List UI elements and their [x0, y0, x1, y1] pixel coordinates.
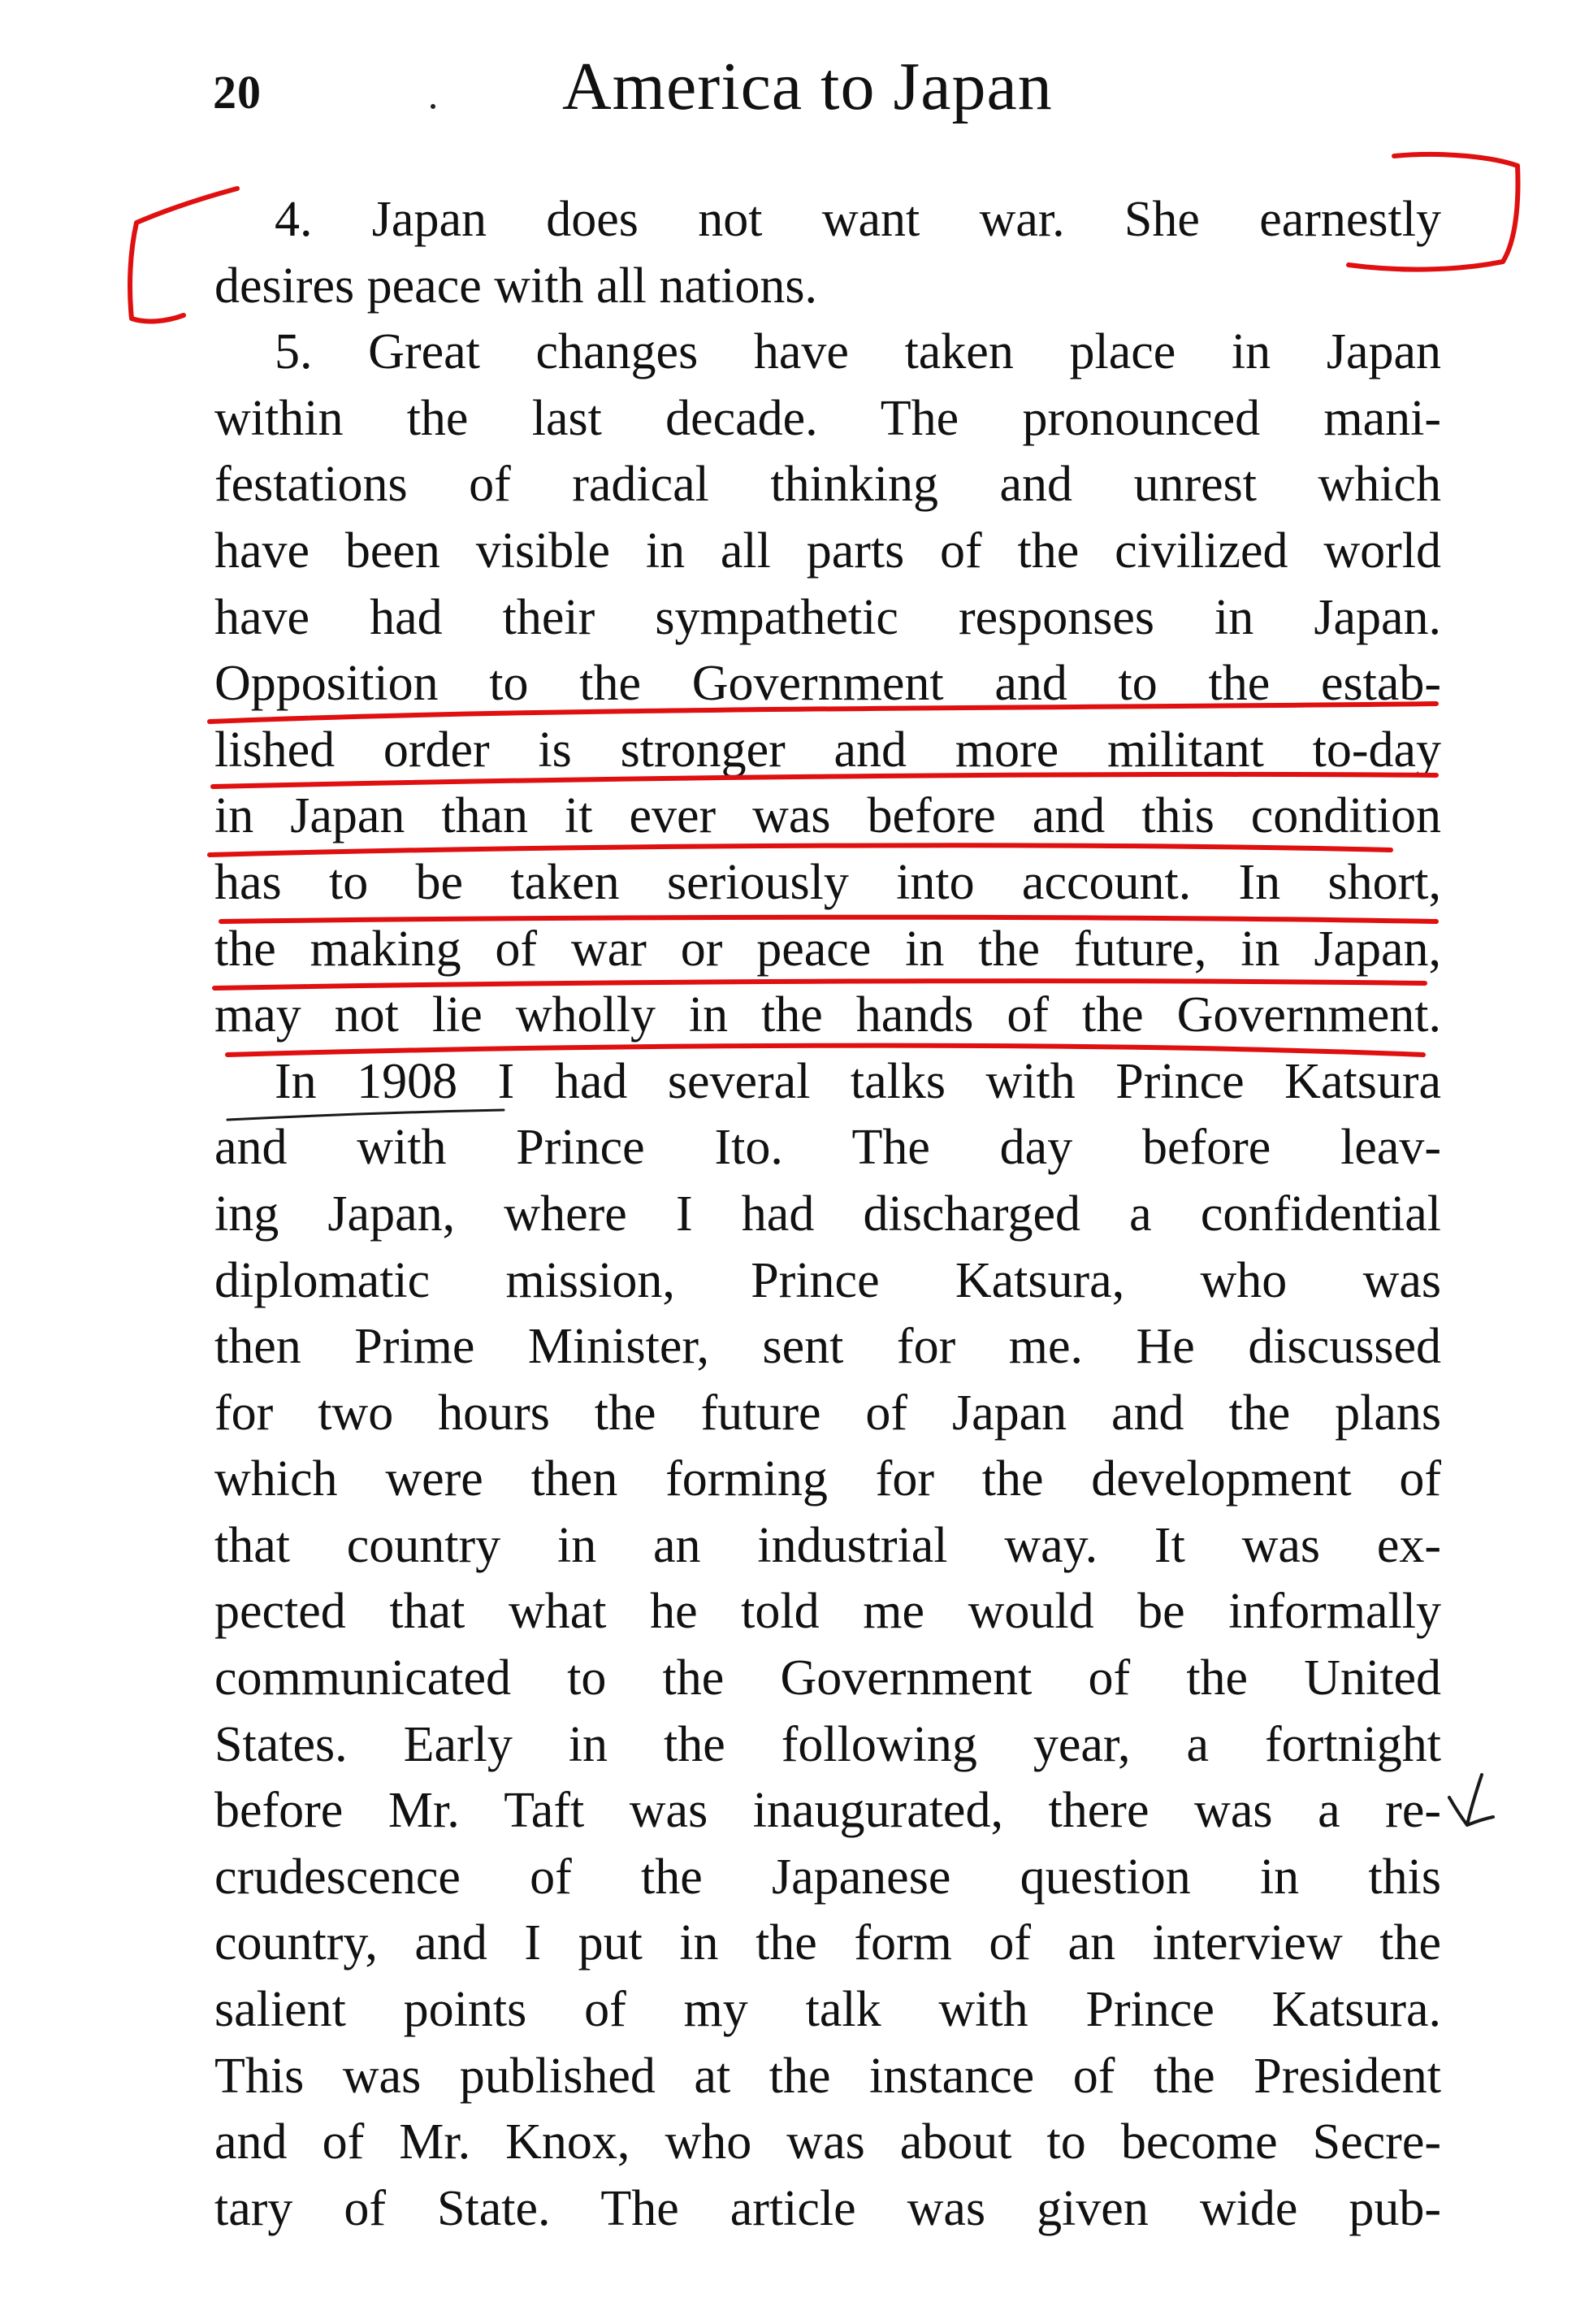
text-line: lished order is stronger and more militant to-day — [214, 722, 1441, 778]
pencil-check-mark — [1449, 1775, 1493, 1825]
text-line: 4. Japan does not want war. She earnestly — [275, 192, 1441, 247]
text-line: crudescence of the Japanese question in this — [214, 1849, 1441, 1905]
text-line: may not lie wholly in the hands of the Government. — [214, 987, 1441, 1043]
text-line: before Mr. Taft was inaugurated, there was a re- — [214, 1783, 1441, 1839]
page-header — [213, 47, 1448, 124]
text-line: country, and I put in the form of an interview the — [214, 1915, 1441, 1971]
body-text — [214, 187, 1441, 2242]
text-line: for two hours the future of Japan and the plans — [214, 1385, 1441, 1441]
text-line: have been visible in all parts of the civilized world — [214, 522, 1441, 579]
text-line: This was published at the instance of the President — [214, 2048, 1441, 2104]
text-line: which were then forming for the development of — [214, 1451, 1441, 1507]
text-line: salient points of my talk with Prince Katsura. — [214, 1982, 1441, 2038]
text-line: diplomatic mission, Prince Katsura, who was — [214, 1252, 1441, 1308]
text-line: Opposition to the Government and to the estab- — [214, 656, 1441, 712]
page-number: 20 — [213, 66, 262, 119]
text-line: that country in an industrial way. It was ex- — [214, 1517, 1441, 1573]
text-line: desires peace with all nations. — [214, 258, 818, 314]
text-line: the making of war or peace in the future, in Japan, — [214, 921, 1441, 977]
text-line: have had their sympathetic responses in Japan. — [214, 589, 1441, 645]
text-line: communicated to the Government of the United — [214, 1650, 1441, 1706]
text-line: in Japan than it ever was before and this condition — [214, 788, 1441, 844]
text-line: In 1908 I had several talks with Prince Katsura — [275, 1053, 1441, 1109]
text-line: has to be taken seriously into account. In short, — [214, 854, 1441, 910]
text-line: 5. Great changes have taken place in Japan — [275, 324, 1441, 380]
text-line: ing Japan, where I had discharged a confidential — [214, 1186, 1441, 1242]
text-line: States. Early in the following year, a fortnight — [214, 1716, 1441, 1772]
ink-speck — [431, 104, 435, 109]
text-line: then Prime Minister, sent for me. He discussed — [214, 1319, 1441, 1375]
text-line: festations of radical thinking and unrest which — [214, 457, 1441, 513]
text-line: within the last decade. The pronounced mani- — [214, 390, 1441, 446]
text-line: and of Mr. Knox, who was about to become Secre- — [214, 2114, 1441, 2170]
text-line: and with Prince Ito. The day before leav- — [214, 1120, 1441, 1176]
text-line: tary of State. The article was given wide pub- — [214, 2180, 1441, 2236]
text-line: pected that what he told me would be informally — [214, 1584, 1441, 1640]
running-title: America to Japan — [562, 49, 1053, 124]
